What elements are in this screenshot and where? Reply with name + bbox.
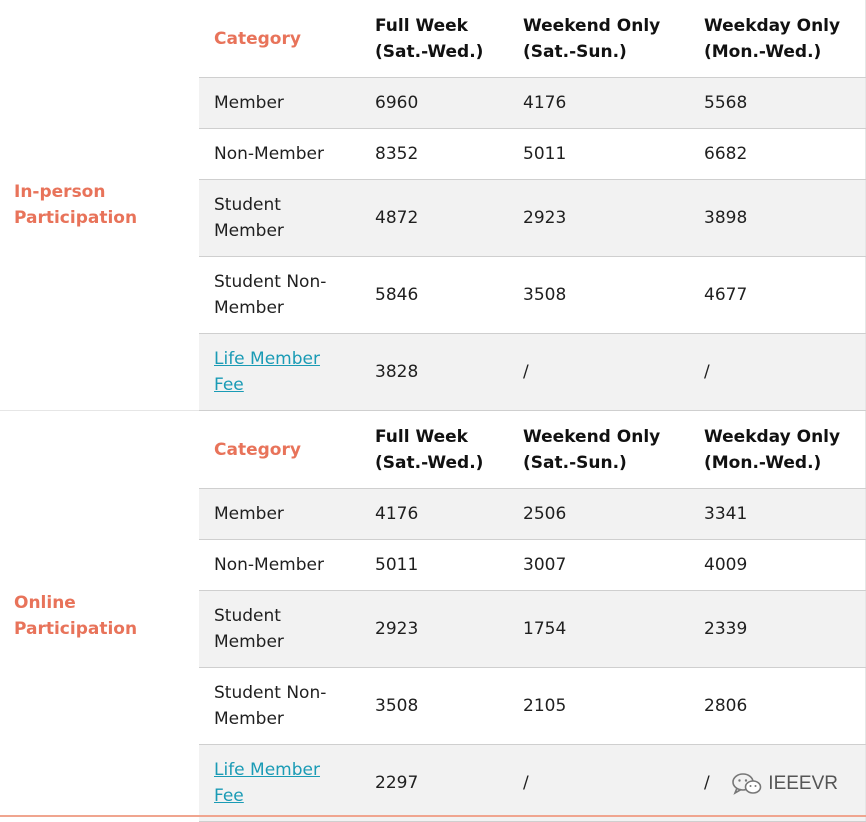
- column-header-sublabel: (Mon.-Wed.): [704, 452, 822, 473]
- column-header-weekend-only: [523, 0, 704, 78]
- section-label-in-person: [0, 0, 199, 411]
- full-week-cell: 2297: [375, 745, 523, 822]
- category-text: Member: [214, 221, 284, 241]
- category-cell: [199, 334, 375, 411]
- category-text: Student: [214, 606, 281, 626]
- link-text: Fee: [214, 375, 244, 395]
- column-header-label: Category: [214, 439, 301, 460]
- weekday-only-cell: 4009: [704, 540, 866, 591]
- weekend-only-cell: /: [523, 745, 704, 822]
- column-header-label: Full Week: [375, 426, 468, 447]
- weekday-only-cell: 2806: [704, 668, 866, 745]
- section-label-line: Online: [14, 593, 76, 614]
- full-week-cell: 4872: [375, 180, 523, 257]
- section-label-line: In-person: [14, 182, 106, 202]
- column-header-category: [199, 0, 375, 78]
- column-header-sublabel: (Sat.-Sun.): [523, 41, 627, 62]
- full-week-cell: 8352: [375, 129, 523, 180]
- table-header-row: [0, 411, 866, 489]
- category-cell: [199, 180, 375, 257]
- full-week-cell: 2923: [375, 591, 523, 668]
- watermark: [732, 773, 838, 795]
- weekend-only-cell: 4176: [523, 78, 704, 129]
- link-text: Life Member: [214, 760, 320, 780]
- wechat-icon: [732, 773, 762, 795]
- column-header-weekend-only: [523, 411, 704, 489]
- column-header-sublabel: (Sat.-Wed.): [375, 41, 484, 62]
- weekday-only-cell: 3341: [704, 489, 866, 540]
- watermark-text: IEEEVR: [768, 773, 838, 794]
- column-header-label: Category: [214, 28, 301, 49]
- weekday-only-cell: 6682: [704, 129, 866, 180]
- column-header-sublabel: (Sat.-Sun.): [523, 452, 627, 473]
- category-text: Student Non-: [214, 683, 327, 703]
- column-header-label: Weekend Only: [523, 426, 661, 447]
- category-cell: [199, 257, 375, 334]
- category-text: Non-Member: [214, 555, 324, 575]
- column-header-full-week: [375, 0, 523, 78]
- weekend-only-cell: 3508: [523, 257, 704, 334]
- weekend-only-cell: 2923: [523, 180, 704, 257]
- category-text: Member: [214, 93, 284, 113]
- weekend-only-cell: 2105: [523, 668, 704, 745]
- column-header-label: Weekend Only: [523, 15, 661, 36]
- category-text: Member: [214, 504, 284, 524]
- life-member-fee-link[interactable]: [214, 346, 375, 398]
- life-member-fee-link[interactable]: [214, 757, 375, 809]
- category-cell: [199, 129, 375, 180]
- weekend-only-cell: 3007: [523, 540, 704, 591]
- full-week-cell: 5846: [375, 257, 523, 334]
- bottom-divider: [0, 815, 866, 817]
- full-week-cell: 4176: [375, 489, 523, 540]
- link-text: Life Member: [214, 349, 320, 369]
- category-cell: [199, 668, 375, 745]
- column-header-weekday-only: [704, 0, 866, 78]
- weekend-only-cell: 1754: [523, 591, 704, 668]
- weekday-only-cell: 2339: [704, 591, 866, 668]
- column-header-label: Weekday Only: [704, 15, 841, 36]
- weekday-only-cell: /: [704, 334, 866, 411]
- section-label-line: Participation: [14, 619, 138, 640]
- category-cell: [199, 489, 375, 540]
- link-text: Fee: [214, 786, 244, 806]
- full-week-cell: 5011: [375, 540, 523, 591]
- category-cell: [199, 540, 375, 591]
- table-header-row: [0, 0, 866, 78]
- category-text: Member: [214, 298, 284, 318]
- weekday-only-cell: /: [704, 745, 866, 822]
- weekday-only-cell: 4677: [704, 257, 866, 334]
- section-label-line: Participation: [14, 208, 138, 228]
- category-text: Student: [214, 195, 281, 215]
- weekday-only-cell: 5568: [704, 78, 866, 129]
- full-week-cell: 6960: [375, 78, 523, 129]
- category-cell: [199, 591, 375, 668]
- weekend-only-cell: 2506: [523, 489, 704, 540]
- weekend-only-cell: /: [523, 334, 704, 411]
- column-header-category: [199, 411, 375, 489]
- category-text: Member: [214, 709, 284, 729]
- column-header-label: Weekday Only: [704, 426, 841, 447]
- column-header-label: Full Week: [375, 15, 468, 36]
- column-header-sublabel: (Mon.-Wed.): [704, 41, 822, 62]
- weekday-only-cell: 3898: [704, 180, 866, 257]
- category-text: Student Non-: [214, 272, 327, 292]
- section-label-online: [0, 411, 199, 822]
- full-week-cell: 3508: [375, 668, 523, 745]
- full-week-cell: 3828: [375, 334, 523, 411]
- weekend-only-cell: 5011: [523, 129, 704, 180]
- category-text: Non-Member: [214, 144, 324, 164]
- category-cell: [199, 745, 375, 822]
- column-header-sublabel: (Sat.-Wed.): [375, 452, 484, 473]
- column-header-full-week: [375, 411, 523, 489]
- category-text: Member: [214, 632, 284, 652]
- category-cell: [199, 78, 375, 129]
- column-header-weekday-only: [704, 411, 866, 489]
